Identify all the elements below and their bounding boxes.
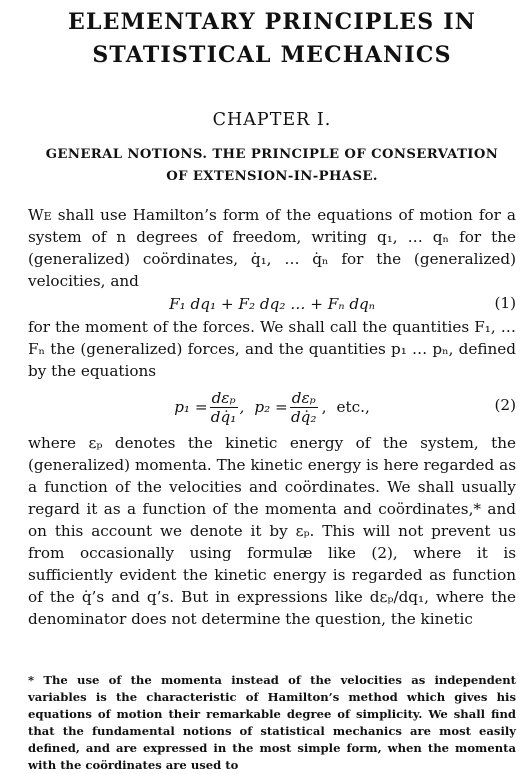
fraction-1-denominator: dq̇₁ <box>210 407 237 426</box>
footnote-text: * The use of the momenta instead of the velocities as independent variables is the characteristic of Hamilton’s method which gives his equations of motion their remarkable degree of simplicity. We shall find that the fundamental notions of statistical mechanics are most easily defined, and are expressed in the most simple form, when the momenta with the coördinates are used to <box>28 673 516 772</box>
section-heading <box>28 144 516 188</box>
equation-2-etc: etc., <box>336 398 370 416</box>
section-heading-line-2: OF EXTENSION-IN-PHASE. <box>166 169 378 184</box>
paragraph-1-text: shall use Hamilton’s form of the equations of motion for a system of n degrees of freedom, writing q₁, … qₙ for the (generalized) coördinates, q̇₁, … q̇ₙ for the (generalized) velocities, and <box>28 206 516 290</box>
equation-2-p1: p₁ = <box>174 398 208 416</box>
paragraph-1-dropcap: We <box>28 206 52 224</box>
fraction-2-denominator: dq̇₂ <box>290 407 317 426</box>
book-title-line-2: STATISTICAL MECHANICS <box>92 42 452 68</box>
section-heading-line-1: GENERAL NOTIONS. THE PRINCIPLE OF CONSERVATION <box>45 147 499 162</box>
equation-2-fraction-1 <box>210 389 238 426</box>
equation-1-number: (1) <box>494 294 516 312</box>
equation-1-expression: F₁ dq₁ + F₂ dq₂ … + Fₙ dqₙ <box>169 295 375 313</box>
equation-1 <box>28 292 516 316</box>
chapter-heading: CHAPTER I. <box>212 110 332 130</box>
body-text <box>28 204 516 630</box>
fraction-2-numerator: dεₚ <box>291 388 316 407</box>
book-title-line-1: ELEMENTARY PRINCIPLES IN <box>68 9 476 35</box>
equation-2-fraction-2 <box>290 389 318 426</box>
equation-2-p2: p₂ = <box>254 398 288 416</box>
paragraph-2: for the moment of the forces. We shall call the quantities F₁, … Fₙ the (generalized) forces, and the quantities p₁ … pₙ, defined by the equations <box>28 318 516 380</box>
paragraph-1 <box>28 204 516 292</box>
footnote <box>28 672 516 774</box>
paragraph-3: where εₚ denotes the kinetic energy of the system, the (generalized) momenta. The kinetic energy is here regarded as a function of the velocities and coördinates. We shall usually regard it as a function of the momenta and coördinates,* and on this account we denote it by εₚ. This will not prevent us from occasionally using formulæ like (2), where it is sufficiently evident the kinetic energy is regarded as function of the q̇’s and q’s. But in expressions like dεₚ/dq₁, where the denominator does not determine the question, the kinetic <box>28 434 516 628</box>
equation-2: p₁ = $\frac{\text{dεₚ}}{\text{dq̇₁}}$ , p₂ = $\frac{\text{dεₚ}}{\text{dq̇₂}}$ , etc., (2) <box>174 388 516 426</box>
fraction-1-numerator: dεₚ <box>211 388 236 407</box>
book-title <box>28 6 516 72</box>
equation-2-number: (2) <box>494 396 516 414</box>
